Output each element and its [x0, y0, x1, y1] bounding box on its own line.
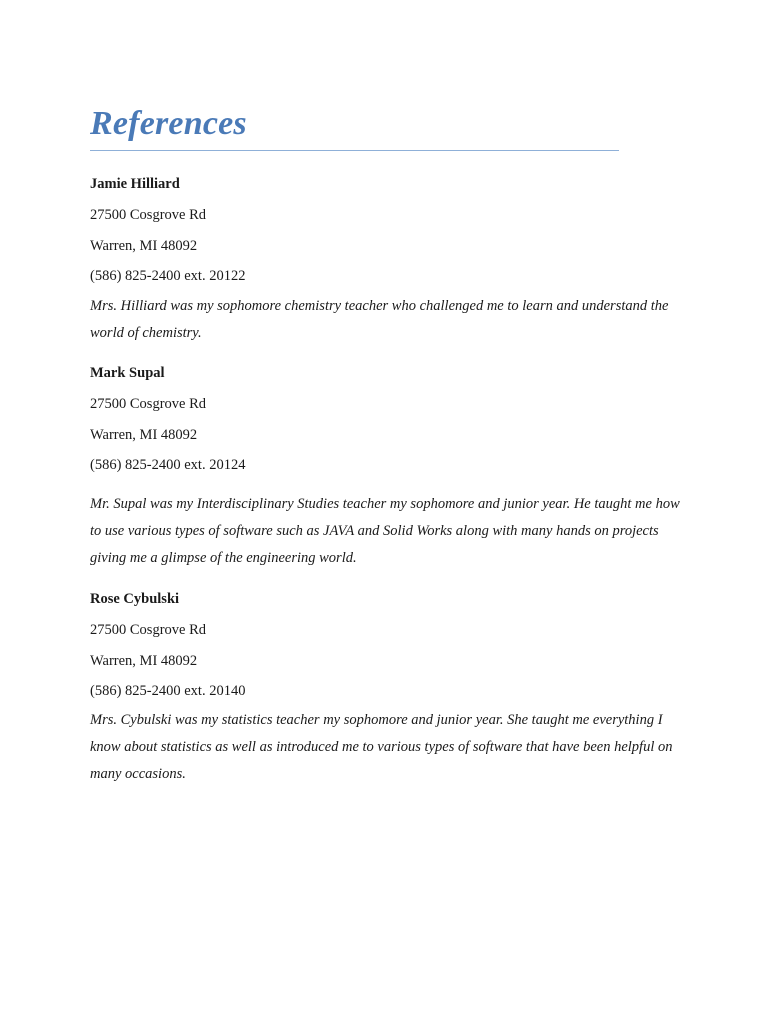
reference-note: Mrs. Hilliard was my sophomore chemistry teacher who challenged me to learn and understand the world of chemistry.	[90, 298, 669, 341]
reference-name: Mark Supal	[90, 365, 165, 381]
reference-phone: (586) 825-2400 ext. 20122	[90, 268, 246, 284]
title-underline	[90, 150, 619, 151]
reference-name: Jamie Hilliard	[90, 176, 180, 192]
reference-street: 27500 Cosgrove Rd	[90, 207, 206, 223]
reference-note: Mrs. Cybulski was my statistics teacher my sophomore and junior year. She taught me everything I know about statistics as well as introduced me to various types of software that have been helpful on many occasions.	[90, 712, 673, 782]
page-title: References	[90, 105, 247, 142]
reference-city: Warren, MI 48092	[90, 238, 198, 254]
reference-note: Mr. Supal was my Interdisciplinary Studies teacher my sophomore and junior year. He taught me how to use various types of software such as JAVA and Solid Works along with many hands on projects giving me a glimpse of the engineering world.	[90, 496, 680, 566]
reference-phone: (586) 825-2400 ext. 20140	[90, 683, 246, 699]
reference-name: Rose Cybulski	[90, 591, 180, 607]
reference-city: Warren, MI 48092	[90, 653, 198, 669]
reference-phone: (586) 825-2400 ext. 20124	[90, 457, 246, 473]
reference-street: 27500 Cosgrove Rd	[90, 396, 206, 412]
reference-street: 27500 Cosgrove Rd	[90, 622, 206, 638]
reference-city: Warren, MI 48092	[90, 427, 198, 443]
